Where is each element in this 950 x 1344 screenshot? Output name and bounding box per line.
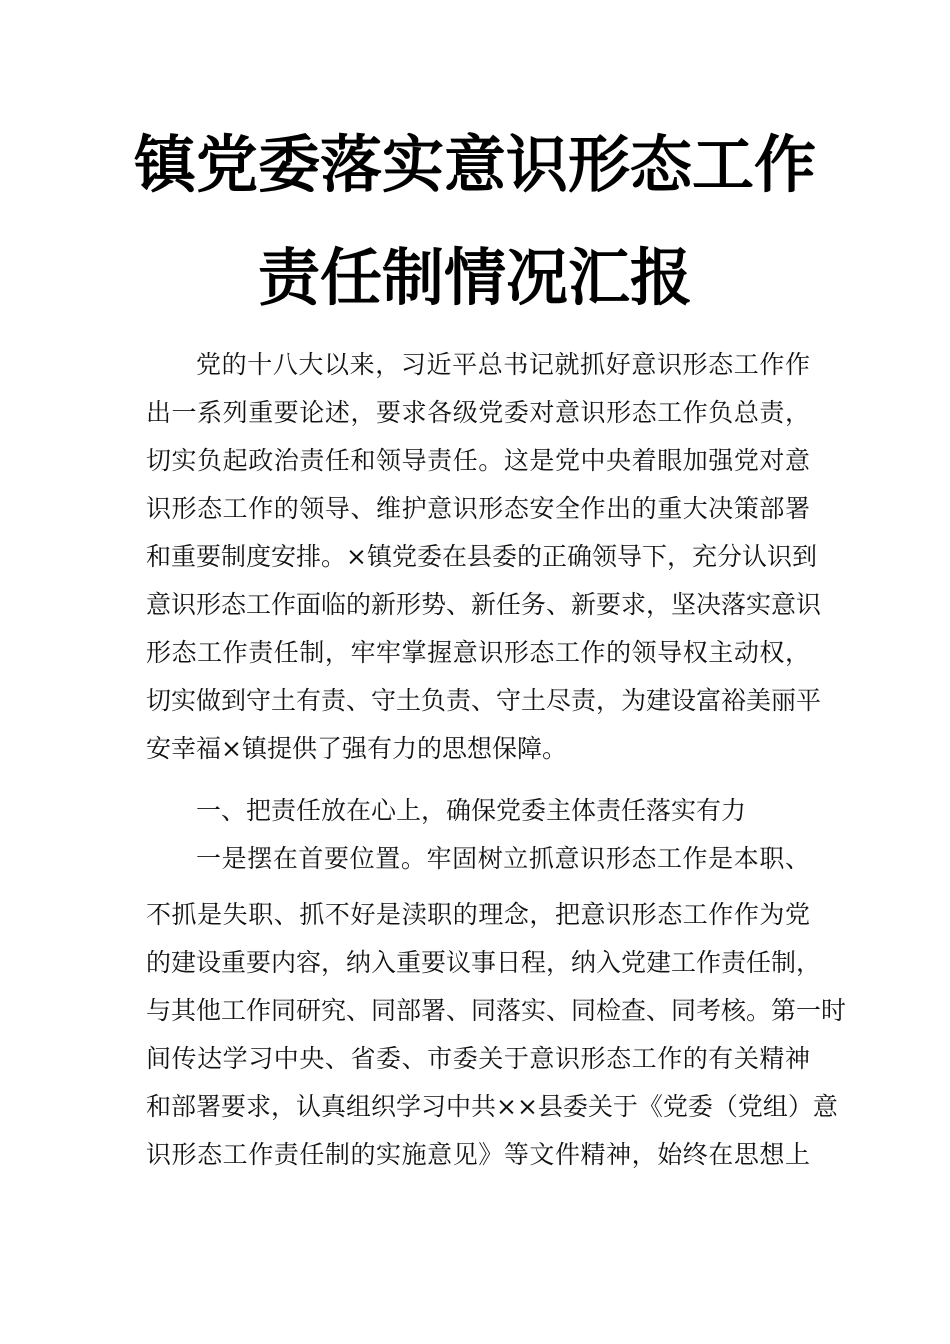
document-title-line-1: 镇党委落实意识形态工作 <box>133 128 816 201</box>
paragraph-line: 切实负起政治责任和领导责任。这是党中央着眼加强党对意 <box>146 446 810 475</box>
paragraph-line: 间传达学习中央、省委、市委关于意识形态工作的有关精神 <box>146 1044 810 1073</box>
paragraph-line: 和重要制度安排。×镇党委在县委的正确领导下，充分认识到 <box>146 542 817 571</box>
paragraph-line: 切实做到守土有责、守土负责、守土尽责，为建设富裕美丽平 <box>146 686 822 715</box>
paragraph-line: 出一系列重要论述，要求各级党委对意识形态工作负总责， <box>146 398 810 427</box>
paragraph-line: 安幸福×镇提供了强有力的思想保障。 <box>146 734 567 763</box>
paragraph-line: 识形态工作责任制的实施意见》等文件精神，始终在思想上 <box>146 1140 810 1169</box>
paragraph-line: 形态工作责任制，牢牢掌握意识形态工作的领导权主动权， <box>146 638 810 667</box>
paragraph-line: 党的十八大以来，习近平总书记就抓好意识形态工作作 <box>196 350 810 379</box>
paragraph-line: 的建设重要内容，纳入重要议事日程，纳入党建工作责任制， <box>146 948 822 977</box>
document-title-line-2: 责任制情况汇报 <box>257 241 692 314</box>
paragraph-line: 不抓是失职、抓不好是渎职的理念，把意识形态工作作为党 <box>146 900 810 929</box>
paragraph-line: 意识形态工作面临的新形势、新任务、新要求，坚决落实意识 <box>146 590 822 619</box>
paragraph-line: 与其他工作同研究、同部署、同落实、同检查、同考核。第一时 <box>146 996 847 1025</box>
section-heading: 一、把责任放在心上，确保党委主体责任落实有力 <box>196 796 747 825</box>
paragraph-line: 和部署要求，认真组织学习中共××县委关于《党委（党组）意 <box>146 1092 838 1121</box>
paragraph-line: 识形态工作的领导、维护意识形态安全作出的重大决策部署 <box>146 494 810 523</box>
paragraph-line: 一是摆在首要位置。牢固树立抓意识形态工作是本职、 <box>196 844 810 873</box>
